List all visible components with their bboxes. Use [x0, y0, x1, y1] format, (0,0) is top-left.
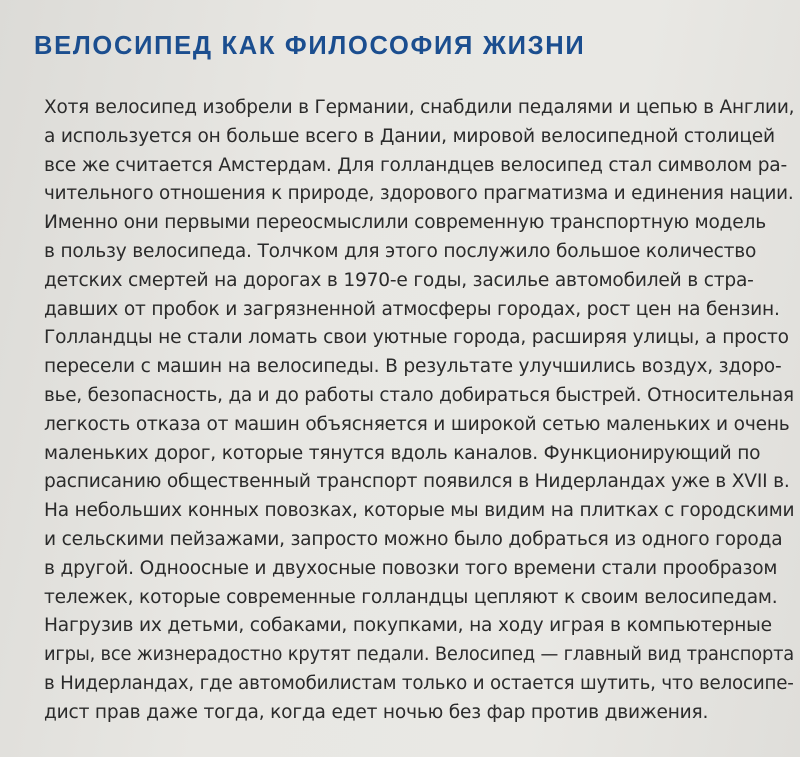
article-line: чительного отношения к природе, здорового прагматизма и единения нации. — [44, 183, 794, 205]
article-line: расписанию общественный транспорт появился в Нидерландах уже в XVII в. — [44, 471, 790, 493]
article-line: в другой. Одноосные и двухосные повозки того времени стали прообразом — [44, 557, 778, 579]
article-body — [44, 94, 795, 728]
article-line: дист прав даже тогда, когда едет ночью без фар против движения. — [44, 701, 709, 723]
article-line: Голландцы не стали ломать свои уютные города, расширяя улицы, а просто — [44, 327, 789, 349]
article-line: и сельскими пейзажами, запросто можно было добраться из одного города — [44, 528, 783, 550]
article-line: в Нидерландах, где автомобилистам только и остается шутить, что велосипе- — [44, 672, 794, 694]
article-line: тележек, которые современные голландцы цепляют к своим велосипедам. — [44, 586, 778, 608]
article-line: пересели с машин на велосипеды. В результате улучшились воздух, здоро- — [44, 356, 782, 378]
article-line: вье, безопасность, да и до работы стало добираться быстрей. Относительная — [44, 384, 794, 406]
article-title: ВЕЛОСИПЕД КАК ФИЛОСОФИЯ ЖИЗНИ — [34, 32, 586, 60]
article-line: маленьких дорог, которые тянутся вдоль каналов. Функционирующий по — [44, 442, 761, 464]
article-line: в пользу велосипеда. Толчком для этого послужило большое количество — [44, 240, 757, 262]
article-line: На небольших конных повозках, которые мы видим на плитках с городскими — [44, 500, 795, 522]
article-line: детских смертей на дорогах в 1970-е годы, засилье автомобилей в стра- — [44, 269, 754, 291]
article-line: Хотя велосипед изобрели в Германии, снабдили педалями и цепью в Англии, — [44, 97, 795, 118]
article-line: Нагрузив их детьми, собаками, покупками, на ходу играя в компьютерные — [44, 615, 772, 637]
article-line: все же считается Амстердам. Для голландцев велосипед стал символом ра- — [44, 154, 788, 176]
article-line: а используется он больше всего в Дании, мировой велосипедной столицей — [44, 125, 775, 147]
article-line: игры, все жизнерадостно крутят педали. Велосипед — главный вид транспорта — [44, 644, 795, 666]
article-line: легкость отказа от машин объясняется и широкой сетью маленьких и очень — [44, 413, 790, 435]
article-line: Именно они первыми переосмыслили современную транспортную модель — [44, 212, 766, 234]
article-line: давших от пробок и загрязненной атмосферы городах, рост цен на бензин. — [44, 298, 780, 320]
